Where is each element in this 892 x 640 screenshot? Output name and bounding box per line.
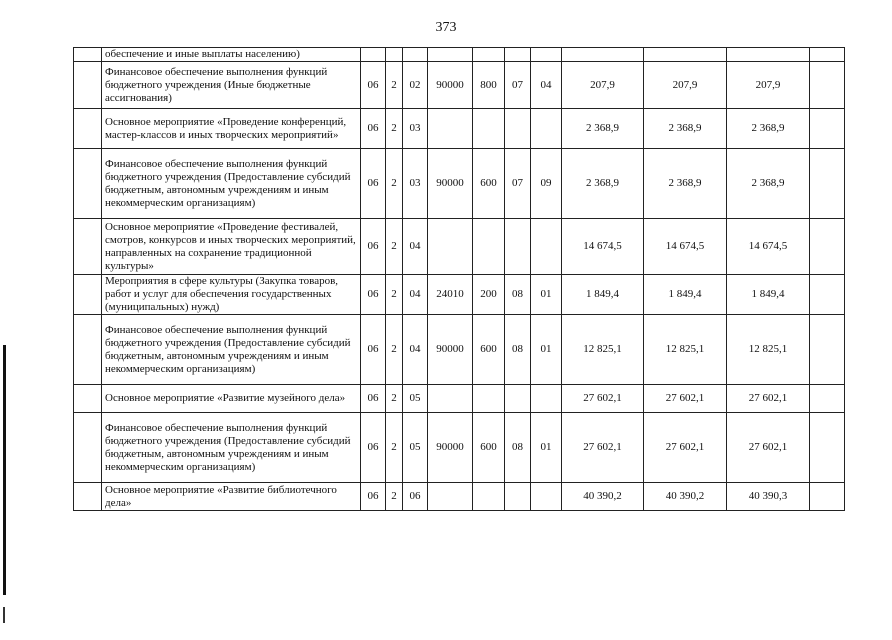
row-amount-cell: 12 825,1 xyxy=(727,315,810,385)
row-amount-cell xyxy=(644,48,727,62)
row-code-cell: 06 xyxy=(361,62,386,109)
row-amount-cell: 14 674,5 xyxy=(727,219,810,275)
table-row xyxy=(74,62,845,109)
row-amount-cell: 2 368,9 xyxy=(727,149,810,219)
row-code-cell: 06 xyxy=(361,219,386,275)
scan-margin-bar xyxy=(3,345,6,595)
row-name-cell: Финансовое обеспечение выполнения функций бюджетного учреждения (Предоставление субсидий бюджетным, автономным учреждениям и иным некоммерческим организациям) xyxy=(102,413,361,483)
row-amount-cell: 40 390,2 xyxy=(644,483,727,511)
trailing-cell xyxy=(810,48,845,62)
row-code-cell: 05 xyxy=(403,385,428,413)
row-code-cell: 06 xyxy=(361,483,386,511)
table-row xyxy=(74,275,845,315)
row-code-cell xyxy=(505,48,531,62)
row-name-cell: Финансовое обеспечение выполнения функций бюджетного учреждения (Иные бюджетные ассигнования) xyxy=(102,62,361,109)
scan-margin-tick xyxy=(3,607,5,623)
row-code-cell: 2 xyxy=(386,149,403,219)
row-number-cell xyxy=(74,315,102,385)
row-code-cell: 03 xyxy=(403,109,428,149)
row-number-cell xyxy=(74,62,102,109)
row-code-cell xyxy=(473,219,505,275)
row-code-cell xyxy=(428,219,473,275)
table-row xyxy=(74,149,845,219)
row-number-cell xyxy=(74,413,102,483)
table-row xyxy=(74,385,845,413)
row-code-cell: 07 xyxy=(505,149,531,219)
row-name-cell: Финансовое обеспечение выполнения функций бюджетного учреждения (Предоставление субсидий бюджетным, автономным учреждениям и иным некоммерческим организациям) xyxy=(102,315,361,385)
row-code-cell: 01 xyxy=(531,413,562,483)
row-amount-cell: 40 390,2 xyxy=(562,483,644,511)
row-name-cell: Основное мероприятие «Проведение конференций, мастер-классов и иных творческих мероприятий» xyxy=(102,109,361,149)
row-amount-cell: 27 602,1 xyxy=(644,413,727,483)
row-code-cell xyxy=(531,385,562,413)
row-code-cell: 04 xyxy=(403,315,428,385)
row-number-cell xyxy=(74,48,102,62)
row-amount-cell: 40 390,3 xyxy=(727,483,810,511)
row-code-cell: 2 xyxy=(386,62,403,109)
row-code-cell: 02 xyxy=(403,62,428,109)
row-code-cell: 2 xyxy=(386,385,403,413)
row-code-cell: 90000 xyxy=(428,149,473,219)
row-code-cell: 90000 xyxy=(428,62,473,109)
row-name-cell: Основное мероприятие «Развитие музейного дела» xyxy=(102,385,361,413)
row-amount-cell: 2 368,9 xyxy=(644,149,727,219)
row-name-cell: Финансовое обеспечение выполнения функций бюджетного учреждения (Предоставление субсидий бюджетным, автономным учреждениям и иным некоммерческим организациям) xyxy=(102,149,361,219)
row-code-cell xyxy=(361,48,386,62)
row-code-cell: 600 xyxy=(473,413,505,483)
budget-table xyxy=(73,47,845,511)
row-code-cell: 90000 xyxy=(428,413,473,483)
row-code-cell xyxy=(531,109,562,149)
row-name-cell: Мероприятия в сфере культуры (Закупка товаров, работ и услуг для обеспечения государственных (муниципальных) нужд) xyxy=(102,275,361,315)
row-amount-cell: 2 368,9 xyxy=(562,149,644,219)
trailing-cell xyxy=(810,219,845,275)
row-amount-cell: 27 602,1 xyxy=(562,385,644,413)
table-row xyxy=(74,219,845,275)
row-amount-cell: 2 368,9 xyxy=(727,109,810,149)
row-code-cell: 08 xyxy=(505,275,531,315)
row-code-cell: 600 xyxy=(473,149,505,219)
row-name-cell: обеспечение и иные выплаты населению) xyxy=(102,48,361,62)
row-code-cell: 06 xyxy=(361,385,386,413)
row-amount-cell: 207,9 xyxy=(562,62,644,109)
page-number: 373 xyxy=(435,20,457,35)
trailing-cell xyxy=(810,483,845,511)
row-amount-cell: 2 368,9 xyxy=(644,109,727,149)
row-code-cell: 05 xyxy=(403,413,428,483)
table-row xyxy=(74,413,845,483)
trailing-cell xyxy=(810,275,845,315)
row-name-cell: Основное мероприятие «Развитие библиотечного дела» xyxy=(102,483,361,511)
row-amount-cell: 2 368,9 xyxy=(562,109,644,149)
row-amount-cell: 207,9 xyxy=(644,62,727,109)
row-code-cell: 07 xyxy=(505,62,531,109)
row-code-cell: 04 xyxy=(403,275,428,315)
row-code-cell: 06 xyxy=(361,413,386,483)
trailing-cell xyxy=(810,109,845,149)
trailing-cell xyxy=(810,62,845,109)
row-code-cell: 06 xyxy=(403,483,428,511)
table-row xyxy=(74,48,845,62)
row-number-cell xyxy=(74,483,102,511)
trailing-cell xyxy=(810,149,845,219)
row-code-cell: 200 xyxy=(473,275,505,315)
trailing-cell xyxy=(810,315,845,385)
row-code-cell: 2 xyxy=(386,413,403,483)
row-code-cell xyxy=(505,483,531,511)
trailing-cell xyxy=(810,385,845,413)
row-code-cell: 03 xyxy=(403,149,428,219)
row-amount-cell: 12 825,1 xyxy=(562,315,644,385)
trailing-cell xyxy=(810,413,845,483)
row-code-cell xyxy=(473,385,505,413)
row-code-cell xyxy=(531,483,562,511)
row-amount-cell: 27 602,1 xyxy=(727,413,810,483)
row-code-cell: 01 xyxy=(531,315,562,385)
row-code-cell xyxy=(505,109,531,149)
row-amount-cell: 1 849,4 xyxy=(644,275,727,315)
row-code-cell: 06 xyxy=(361,275,386,315)
row-code-cell xyxy=(403,48,428,62)
row-number-cell xyxy=(74,109,102,149)
row-code-cell: 2 xyxy=(386,109,403,149)
row-code-cell: 04 xyxy=(403,219,428,275)
row-code-cell xyxy=(473,109,505,149)
row-amount-cell: 14 674,5 xyxy=(644,219,727,275)
row-code-cell xyxy=(473,48,505,62)
row-amount-cell: 27 602,1 xyxy=(644,385,727,413)
row-amount-cell xyxy=(727,48,810,62)
row-code-cell: 04 xyxy=(531,62,562,109)
row-code-cell xyxy=(386,48,403,62)
row-code-cell xyxy=(428,483,473,511)
row-code-cell: 09 xyxy=(531,149,562,219)
row-code-cell xyxy=(505,385,531,413)
row-code-cell: 08 xyxy=(505,315,531,385)
row-name-cell: Основное мероприятие «Проведение фестивалей, смотров, конкурсов и иных творческих мероприятий, направленных на сохранение традиционной культуры» xyxy=(102,219,361,275)
table-row xyxy=(74,109,845,149)
row-code-cell: 2 xyxy=(386,219,403,275)
row-code-cell: 01 xyxy=(531,275,562,315)
row-code-cell: 2 xyxy=(386,483,403,511)
row-number-cell xyxy=(74,219,102,275)
row-amount-cell: 27 602,1 xyxy=(727,385,810,413)
row-code-cell: 06 xyxy=(361,149,386,219)
row-code-cell xyxy=(473,483,505,511)
row-code-cell: 08 xyxy=(505,413,531,483)
row-amount-cell: 207,9 xyxy=(727,62,810,109)
row-code-cell: 2 xyxy=(386,275,403,315)
row-code-cell xyxy=(531,48,562,62)
row-code-cell: 24010 xyxy=(428,275,473,315)
row-code-cell xyxy=(428,48,473,62)
row-number-cell xyxy=(74,385,102,413)
row-code-cell xyxy=(428,109,473,149)
row-number-cell xyxy=(74,149,102,219)
row-code-cell xyxy=(531,219,562,275)
row-amount-cell: 1 849,4 xyxy=(727,275,810,315)
row-code-cell xyxy=(428,385,473,413)
row-code-cell: 06 xyxy=(361,109,386,149)
table-row xyxy=(74,483,845,511)
row-code-cell xyxy=(505,219,531,275)
row-amount-cell: 1 849,4 xyxy=(562,275,644,315)
row-code-cell: 06 xyxy=(361,315,386,385)
row-code-cell: 90000 xyxy=(428,315,473,385)
row-number-cell xyxy=(74,275,102,315)
table-row xyxy=(74,315,845,385)
row-code-cell: 800 xyxy=(473,62,505,109)
row-code-cell: 2 xyxy=(386,315,403,385)
row-amount-cell xyxy=(562,48,644,62)
row-amount-cell: 12 825,1 xyxy=(644,315,727,385)
row-code-cell: 600 xyxy=(473,315,505,385)
row-amount-cell: 14 674,5 xyxy=(562,219,644,275)
row-amount-cell: 27 602,1 xyxy=(562,413,644,483)
